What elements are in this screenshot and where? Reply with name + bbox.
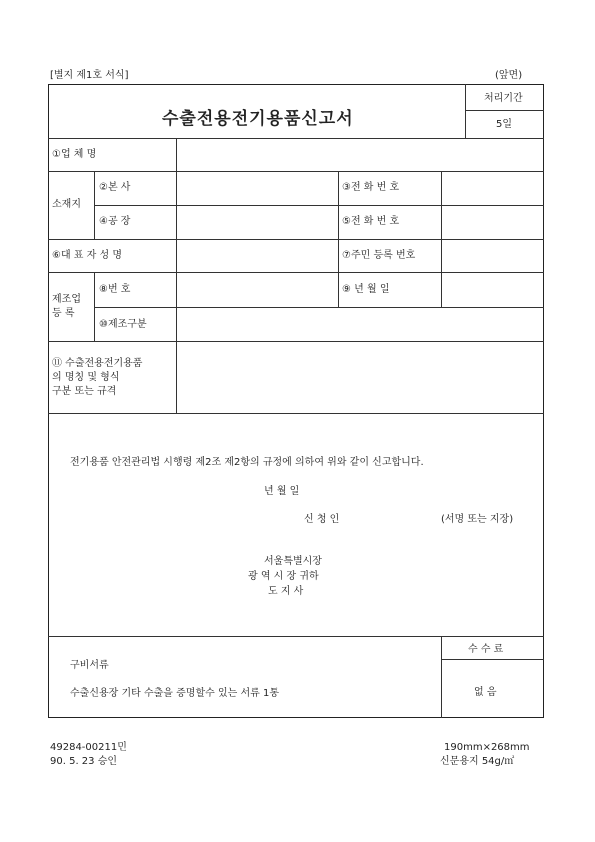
form-frame: [48, 84, 544, 718]
signature-label: (서명 또는 지장): [441, 514, 514, 525]
recipient-line2: 광 역 시 장 귀하: [248, 571, 319, 582]
row-line: [94, 205, 544, 206]
form-number-label: [별지 제1호 서식]: [50, 70, 129, 81]
row-line: [48, 413, 544, 414]
fee-value: 없 음: [474, 687, 497, 698]
recipient-line1: 서울특별시장: [264, 556, 322, 567]
manufacture-registration-label-line1: 제조업: [52, 294, 81, 305]
registration-number-label: ⑧번 호: [99, 284, 131, 295]
row-line: [48, 272, 544, 273]
row-line: [48, 138, 544, 139]
form-code: 49284-00211민: [50, 742, 127, 753]
row-line: [48, 171, 544, 172]
col-line: [94, 272, 95, 341]
divider: [465, 110, 544, 111]
col-line: [441, 636, 442, 718]
factory-label: ④공 장: [99, 216, 131, 227]
col-line: [338, 171, 339, 307]
manufacture-registration-label-line2: 등 록: [52, 308, 75, 319]
company-name-label: ①업 체 명: [52, 149, 97, 160]
paper-size: 190mm×268mm: [444, 742, 530, 753]
processing-period-value: 5일: [496, 119, 513, 130]
factory-phone-label: ⑤전 화 번 호: [342, 216, 400, 227]
declaration-date: 년 월 일: [264, 486, 300, 497]
head-office-label: ②본 사: [99, 182, 131, 193]
product-label-line2: 의 명칭 및 형식: [52, 372, 120, 383]
manufacture-type-label: ⑩제조구분: [99, 319, 147, 330]
processing-period-label: 처리기간: [484, 93, 523, 104]
representative-name-label: ⑥대 표 자 성 명: [52, 250, 122, 261]
page-side-label: (앞면): [495, 70, 523, 81]
approval-date: 90. 5. 23 승인: [50, 756, 118, 767]
resident-number-label: ⑦주민 등록 번호: [342, 250, 416, 261]
required-document-item: 수출신용장 기타 수출을 증명할수 있는 서류 1통: [70, 688, 279, 699]
divider: [465, 84, 466, 138]
col-line: [94, 171, 95, 239]
declaration-statement: 전기용품 안전관리법 시행령 제2조 제2항의 규정에 의하여 위와 같이 신고합니다.: [70, 457, 424, 468]
paper-type: 신문용지 54g/㎡: [440, 756, 515, 767]
row-line: [48, 341, 544, 342]
product-label-line1: ⑪ 수출전용전기용품: [52, 358, 143, 369]
row-line: [48, 636, 544, 637]
location-group-label: 소재지: [52, 199, 81, 210]
form-title: 수출전용전기용품신고서: [162, 109, 354, 129]
col-line: [176, 138, 177, 413]
product-label-line3: 구분 또는 규격: [52, 386, 117, 397]
required-documents-label: 구비서류: [70, 660, 109, 671]
registration-date-label: ⑨ 년 월 일: [342, 284, 390, 295]
row-line: [441, 659, 544, 660]
row-line: [48, 239, 544, 240]
head-office-phone-label: ③전 화 번 호: [342, 182, 400, 193]
col-line: [441, 171, 442, 307]
recipient-line3: 도 지 사: [268, 586, 304, 597]
applicant-label: 신 청 인: [304, 514, 340, 525]
row-line: [94, 307, 544, 308]
fee-label: 수 수 료: [468, 644, 504, 655]
